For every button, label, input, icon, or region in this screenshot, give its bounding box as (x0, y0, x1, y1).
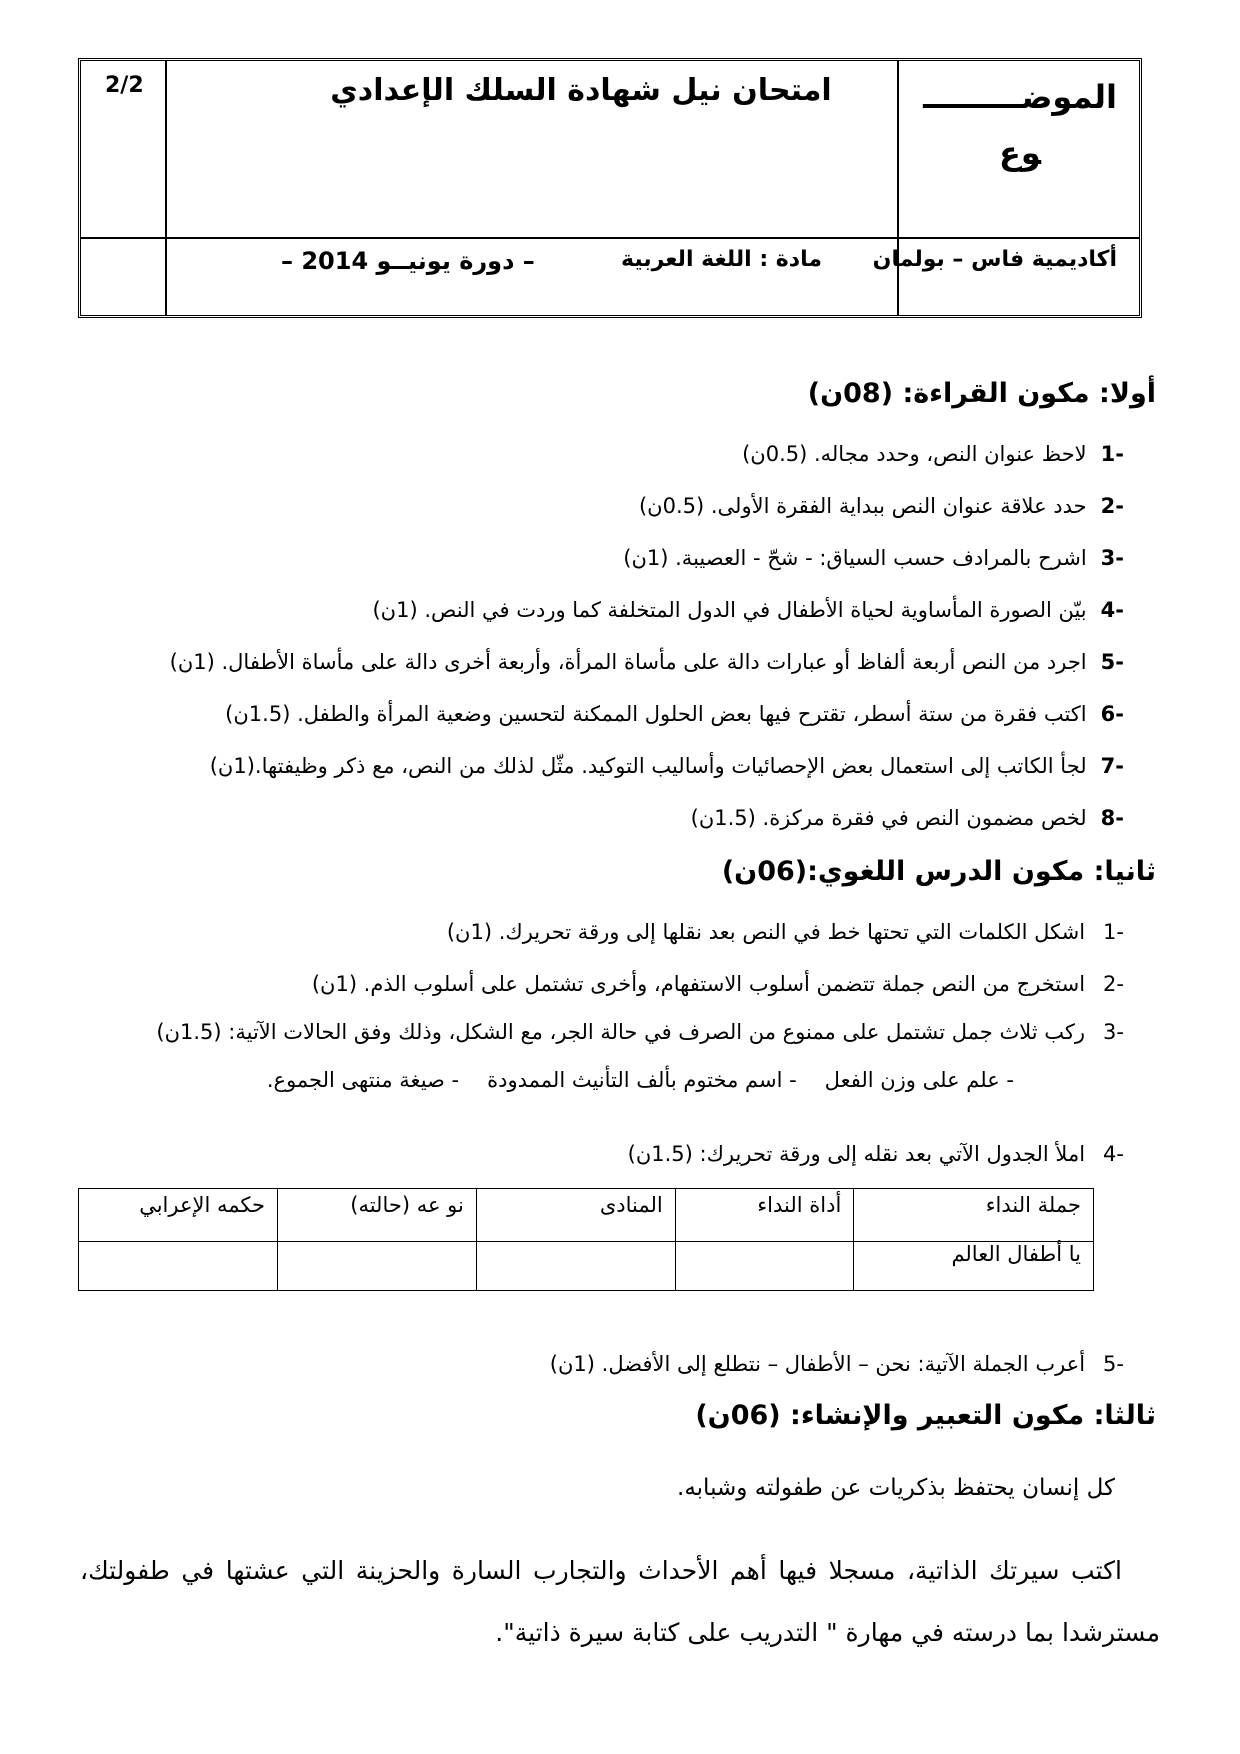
question-number: -4 (1103, 1142, 1124, 1166)
subject-label: الموضـــــــــوع (923, 78, 1117, 172)
column-header: حكمه الإعرابي (79, 1189, 278, 1242)
question-number: -7 (1100, 754, 1124, 778)
table-header-row (79, 1189, 1094, 1242)
reading-question (170, 648, 1124, 676)
reading-question (691, 804, 1124, 832)
question-text: أعرب الجملة الآتية: نحن – الأطفال – نتطلع إلى الأفضل. (1ن) (549, 1352, 1086, 1376)
question-text: ركب ثلاث جمل تشتمل على ممنوع من الصرف في حالة الجر، مع الشكل، وذلك وفق الحالات الآتية: (1.5ن) (156, 1020, 1086, 1044)
reading-question (225, 700, 1124, 728)
table-cell: يا أطفال العالم (854, 1242, 1094, 1291)
table-cell (79, 1242, 278, 1291)
language-question (447, 918, 1124, 946)
question-text: بيّن الصورة المأساوية لحياة الأطفال في الدول المتخلفة كما وردت في النص. (1ن) (372, 598, 1087, 622)
question-text: لخص مضمون النص في فقرة مركزة. (1.5ن) (690, 806, 1087, 830)
question-number: -3 (1103, 1020, 1124, 1044)
question-number: -2 (1100, 494, 1124, 518)
question-text: املأ الجدول الآتي بعد نقله إلى ورقة تحريرك: (1.5ن) (627, 1142, 1086, 1166)
question-text: اجرد من النص أربعة ألفاظ أو عبارات دالة على مأساة المرأة، وأربعة أخرى دالة على مأساة الأطفال. (1ن) (169, 650, 1087, 674)
question-number: -3 (1100, 546, 1124, 570)
reading-question (372, 596, 1124, 624)
column-header: نو عه (حالته) (277, 1189, 476, 1242)
reading-question (623, 544, 1124, 572)
table-cell (277, 1242, 476, 1291)
column-header: أداة النداء (675, 1189, 854, 1242)
case-item: - اسم مختوم بألف التأنيث الممدودة (487, 1068, 797, 1092)
language-question (156, 1018, 1124, 1046)
question-number: -1 (1100, 442, 1124, 466)
question-number: -6 (1100, 702, 1124, 726)
question-text: اشكل الكلمات التي تحتها خط في النص بعد نقلها إلى ورقة تحريرك. (1ن) (446, 920, 1086, 944)
vocative-table (78, 1188, 1094, 1291)
essay-intro: كل إنسان يحتفظ بذكريات عن طفولته وشبابه. (677, 1475, 1115, 1501)
exam-header-box (78, 58, 1142, 318)
question-number: -2 (1103, 972, 1124, 996)
question-text: حدد علاقة عنوان النص ببداية الفقرة الأولى. (0.5ن) (638, 494, 1087, 518)
reading-question (210, 752, 1124, 780)
essay-prompt: اكتب سيرتك الذاتية، مسجلا فيها أهم الأحداث والتجارب السارة والحزينة التي عشتها في طفولتك، مسترشدا بما درسته في مهارة " التدريب على كتابة سيرة ذاتية". (80, 1556, 1160, 1647)
question-number: -4 (1100, 598, 1124, 622)
section-title-writing: ثالثا: مكون التعبير والإنشاء: (06ن) (695, 1400, 1156, 1431)
question-number: -1 (1103, 920, 1124, 944)
reading-question (639, 492, 1124, 520)
language-question (628, 1140, 1124, 1168)
page-number: 2/2 (105, 73, 144, 98)
column-header: جملة النداء (854, 1189, 1094, 1242)
case-item: - صيغة منتهى الجموع. (266, 1068, 460, 1092)
question-number: -5 (1103, 1352, 1124, 1376)
academy-name: أكاديمية فاس – بولمان (872, 247, 1117, 272)
question-number: -5 (1100, 650, 1124, 674)
language-question (550, 1350, 1124, 1378)
question-text: اكتب فقرة من ستة أسطر، تقترح فيها بعض الحلول الممكنة لتحسين وضعية المرأة والطفل. (1.5ن) (225, 702, 1087, 726)
table-row (79, 1242, 1094, 1291)
table-cell (675, 1242, 854, 1291)
exam-title: امتحان نيل شهادة السلك الإعدادي (330, 73, 832, 108)
column-header: المنادى (476, 1189, 675, 1242)
divider (165, 61, 167, 315)
divider (81, 237, 1139, 239)
language-question (312, 970, 1124, 998)
cases-list (239, 1068, 1014, 1092)
exam-matter: مادة : اللغة العربية (621, 247, 822, 272)
section-title-language: ثانيا: مكون الدرس اللغوي:(06ن) (721, 856, 1156, 887)
question-text: لاحظ عنوان النص، وحدد مجاله. (0.5ن) (742, 442, 1087, 466)
question-text: استخرج من النص جملة تتضمن أسلوب الاستفهام، وأخرى تشتمل على أسلوب الذم. (1ن) (311, 972, 1086, 996)
question-text: لجأ الكاتب إلى استعمال بعض الإحصائيات وأساليب التوكيد. مثّل لذلك من النص، مع ذكر وظيفتها.(1ن) (209, 754, 1087, 778)
question-number: -8 (1100, 806, 1124, 830)
table-cell (476, 1242, 675, 1291)
exam-session: – دورة يونيــو 2014 – (281, 247, 535, 275)
section-title-reading: أولا: مكون القراءة: (08ن) (807, 378, 1156, 409)
case-item: - علم على وزن الفعل (824, 1068, 1014, 1092)
question-text: اشرح بالمرادف حسب السياق: - شحّ - العصيبة. (1ن) (623, 546, 1087, 570)
reading-question (742, 440, 1124, 468)
